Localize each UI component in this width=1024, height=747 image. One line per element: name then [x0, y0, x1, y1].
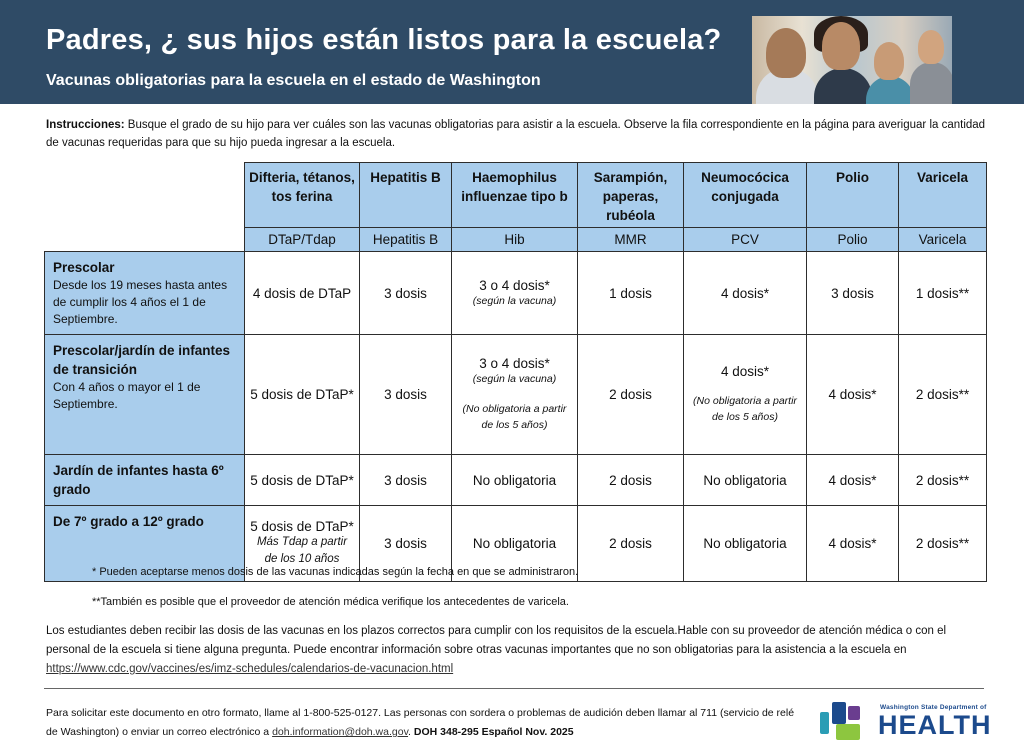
col-header-pcv: Neumocócica conjugada	[684, 163, 807, 228]
cell-varicela: 1 dosis**	[899, 252, 987, 335]
grade-cell	[45, 335, 245, 455]
cdc-link[interactable]: https://www.cdc.gov/vaccines/es/imz-schedules/calendarios-de-vacunacion.html	[46, 663, 454, 675]
footnote-two: **También es posible que el proveedor de atención médica verifique los antecedentes de varicela.	[92, 596, 569, 608]
col-abbr-pcv: PCV	[684, 228, 807, 252]
logo-small-text: Washington State Department of	[880, 704, 987, 711]
table-row	[45, 455, 987, 506]
col-header-hib: Haemophilus influenzae tipo b	[452, 163, 578, 228]
header-banner	[0, 0, 1024, 104]
grade-name: Prescolar	[53, 260, 115, 275]
col-abbr-hepb: Hepatitis B	[360, 228, 452, 252]
logo-big-text: HEALTH	[878, 710, 992, 740]
cell-hib-note: (según la vacuna)	[472, 373, 557, 385]
col-header-polio: Polio	[807, 163, 899, 228]
cell-polio: 4 dosis*	[807, 506, 899, 582]
footer-text	[46, 704, 806, 742]
cell-varicela: 2 dosis**	[899, 455, 987, 506]
col-header-dtap: Difteria, tétanos, tos ferina	[245, 163, 360, 228]
cell-pcv: No obligatoria	[684, 455, 807, 506]
cell-dtap: 5 dosis de DTaP*	[245, 335, 360, 455]
students-photo	[752, 16, 952, 104]
cell-pcv: 4 dosis*	[684, 252, 807, 335]
grade-name: Prescolar/jardín de infantes de transición	[53, 343, 231, 377]
col-header-varicela: Varicela	[899, 163, 987, 228]
cell-pcv-note: (No obligatoria a partir de los 5 años)	[693, 395, 797, 423]
cell-hib: No obligatoria	[452, 506, 578, 582]
health-logo-icon	[818, 698, 870, 742]
col-abbr-hib: Hib	[452, 228, 578, 252]
col-header-hepb: Hepatitis B	[360, 163, 452, 228]
divider	[44, 688, 984, 689]
cell-mmr: 2 dosis	[578, 506, 684, 582]
table-corner	[45, 163, 245, 252]
footnote-one: * Pueden aceptarse menos dosis de las vacunas indicadas según la fecha en que se administraron.	[92, 566, 579, 578]
cell-mmr: 2 dosis	[578, 455, 684, 506]
cell-hib-note-2: (No obligatoria a partir de los 5 años)	[462, 403, 567, 431]
cell-hepb: 3 dosis	[360, 252, 452, 335]
page-subtitle: Vacunas obligatorias para la escuela en el estado de Washington	[46, 72, 541, 89]
grade-desc: Con 4 años o mayor el 1 de Septiembre.	[53, 380, 201, 411]
cell-hib-value: 3 o 4 dosis*	[479, 277, 550, 293]
cell-hib-value: 3 o 4 dosis*	[479, 356, 550, 371]
vaccine-table	[44, 162, 987, 582]
cell-pcv	[684, 335, 807, 455]
info-text: Los estudiantes deben recibir las dosis de las vacunas en los plazos correctos para cumplir con los requisitos de la escuela.Hable con su proveedor de atención médica o con el personal de la escuela si tiene alguna pregunta. Puede encontrar información sobre otras vacunas importantes que no son obligatorias para la asistencia a la escuela en	[46, 625, 947, 656]
col-header-mmr: Sarampión, paperas, rubéola	[578, 163, 684, 228]
cell-mmr: 2 dosis	[578, 335, 684, 455]
cell-hib-note: (según la vacuna)	[472, 294, 557, 307]
cell-dtap: 5 dosis de DTaP*	[245, 455, 360, 506]
cell-hib	[452, 335, 578, 455]
cell-polio: 4 dosis*	[807, 335, 899, 455]
table-row	[45, 252, 987, 335]
grade-cell	[45, 252, 245, 335]
cell-pcv: No obligatoria	[684, 506, 807, 582]
grade-desc: Desde los 19 meses hasta antes de cumplir los 4 años el 1 de Septiembre.	[53, 278, 228, 326]
email-link[interactable]: doh.information@doh.wa.gov	[272, 726, 409, 738]
col-abbr-varicela: Varicela	[899, 228, 987, 252]
cell-varicela: 2 dosis**	[899, 506, 987, 582]
doh-logo	[818, 698, 992, 742]
cell-hepb: 3 dosis	[360, 455, 452, 506]
cell-pcv-value: 4 dosis*	[720, 364, 770, 379]
instructions	[46, 116, 986, 152]
cell-hepb: 3 dosis	[360, 506, 452, 582]
grade-name: Jardín de infantes hasta 6º grado	[53, 463, 224, 497]
table-row	[45, 335, 987, 455]
cell-dtap: 4 dosis de DTaP	[245, 252, 360, 335]
footer-text-1: Para solicitar este documento en otro formato, llame al 1-800-525-0127. Las personas con sordera o problemas de audición deben llamar al 711 (servicio de relé de Washington) o enviar un correo electrónico a	[46, 707, 795, 738]
col-abbr-polio: Polio	[807, 228, 899, 252]
cell-hib: No obligatoria	[452, 455, 578, 506]
cell-dtap-value: 5 dosis de DTaP*	[250, 519, 354, 534]
col-abbr-mmr: MMR	[578, 228, 684, 252]
cell-polio: 3 dosis	[807, 252, 899, 335]
col-abbr-dtap: DTaP/Tdap	[245, 228, 360, 252]
grade-cell	[45, 455, 245, 506]
cell-dtap-note: Más Tdap a partir de los 10 años	[256, 536, 348, 565]
info-paragraph	[46, 622, 986, 679]
cell-mmr: 1 dosis	[578, 252, 684, 335]
cell-varicela: 2 dosis**	[899, 335, 987, 455]
table-header-row	[45, 163, 987, 228]
cell-hib	[452, 252, 578, 335]
document-id: DOH 348-295 Español Nov. 2025	[413, 726, 574, 738]
instructions-text: Busque el grado de su hijo para ver cuáles son las vacunas obligatorias para asistir a la escuela. Observe la fila correspondiente en la página para averiguar la cantidad de vacunas requeridas para que su hijo pueda ingresar a la escuela.	[46, 119, 986, 149]
cell-hepb: 3 dosis	[360, 335, 452, 455]
footer-text-2: .	[408, 726, 414, 738]
grade-name: De 7º grado a 12º grado	[53, 514, 204, 529]
page-title: Padres, ¿ sus hijos están listos para la escuela?	[46, 24, 722, 56]
instructions-label: Instrucciones:	[46, 119, 125, 131]
cell-polio: 4 dosis*	[807, 455, 899, 506]
